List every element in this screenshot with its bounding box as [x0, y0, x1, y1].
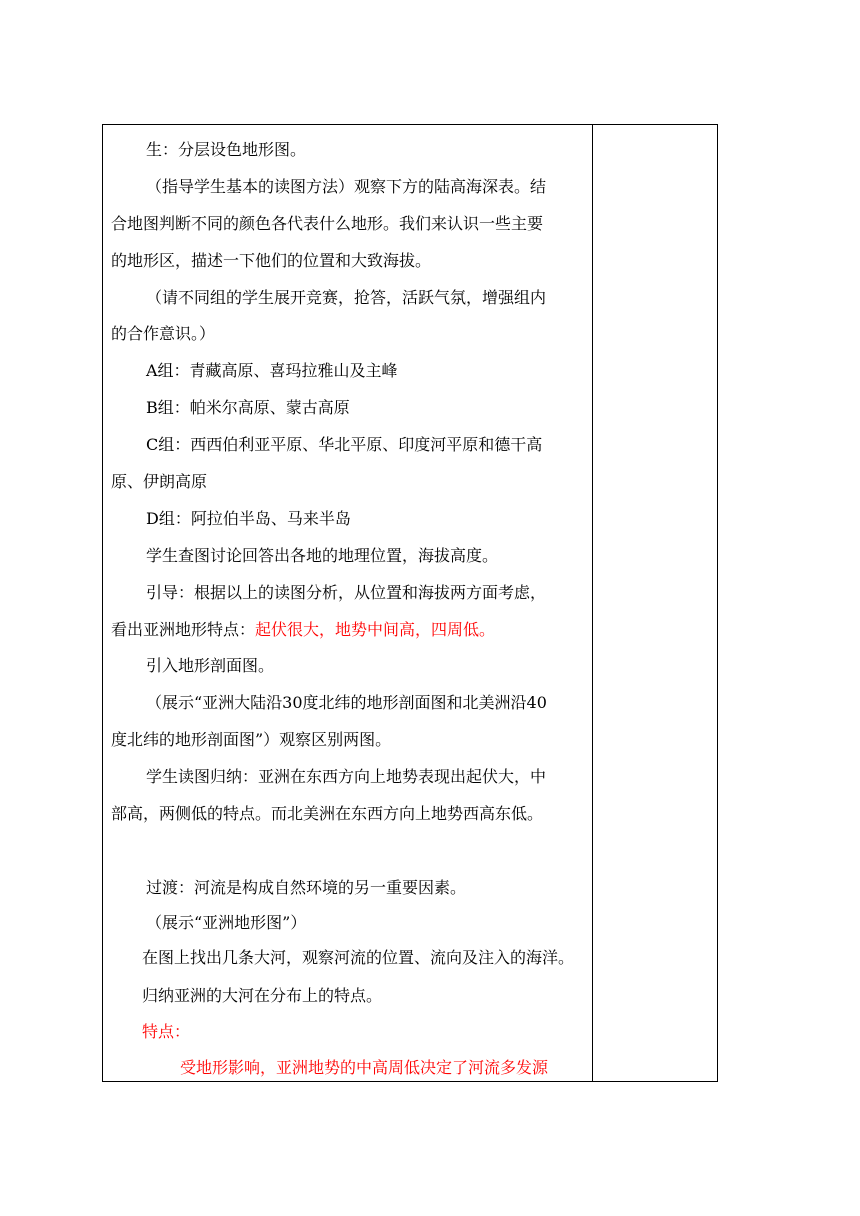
text-line-18: 学生读图归纳：亚洲在东西方向上地势表现出起伏大，中	[146, 767, 547, 786]
river-features-text: 受地形影响，亚洲地势的中高周低决定了河流多发源	[180, 1058, 549, 1077]
text-line-8: B组：帕米尔高原、蒙古高原	[146, 398, 350, 417]
text-line-9: C组：西西伯利亚平原、华北平原、印度河平原和德干高	[146, 435, 543, 454]
text-line-21: （展示“亚洲地形图”）	[146, 913, 307, 932]
text-line-16: （展示“亚洲大陆沿30度北纬的地形剖面图和北美洲沿40	[146, 693, 547, 712]
text-line-1: 生：分层设色地形图。	[146, 140, 307, 159]
text-line-5: （请不同组的学生展开竞赛，抢答，活跃气氛，增强组内	[146, 288, 547, 307]
text-line-4: 的地形区，描述一下他们的位置和大致海拔。	[111, 251, 432, 270]
text-line-12: 学生查图讨论回答出各地的地理位置，海拔高度。	[146, 546, 499, 565]
text-line-19: 部高，两侧低的特点。而北美洲在东西方向上地势西高东低。	[111, 804, 544, 823]
text-line-14-prefix: 看出亚洲地形特点：	[111, 620, 256, 639]
text-line-13: 引导：根据以上的读图分析，从位置和海拔两方面考虑，	[146, 583, 547, 602]
column-divider	[592, 125, 593, 1081]
asia-terrain-feature-highlight: 起伏很大，地势中间高，四周低。	[255, 620, 496, 639]
features-heading: 特点：	[142, 1022, 191, 1041]
text-line-2: （指导学生基本的读图方法）观察下方的陆高海深表。结	[146, 177, 547, 196]
text-line-11: D组：阿拉伯半岛、马来半岛	[146, 509, 351, 528]
text-line-6: 的合作意识。）	[111, 324, 216, 343]
text-line-20: 过渡：河流是构成自然环境的另一重要因素。	[146, 878, 467, 897]
text-line-10: 原、伊朗高原	[111, 472, 208, 491]
text-line-17: 度北纬的地形剖面图”）观察区别两图。	[111, 730, 392, 749]
text-line-15: 引入地形剖面图。	[146, 656, 275, 675]
text-line-7: A组：青藏高原、喜玛拉雅山及主峰	[146, 361, 398, 380]
text-line-3: 合地图判断不同的颜色各代表什么地形。我们来认识一些主要	[111, 214, 544, 233]
text-line-14	[111, 620, 495, 640]
text-line-22: 在图上找出几条大河，观察河流的位置、流向及注入的海洋。	[142, 948, 575, 967]
text-line-23: 归纳亚洲的大河在分布上的特点。	[142, 986, 383, 1005]
